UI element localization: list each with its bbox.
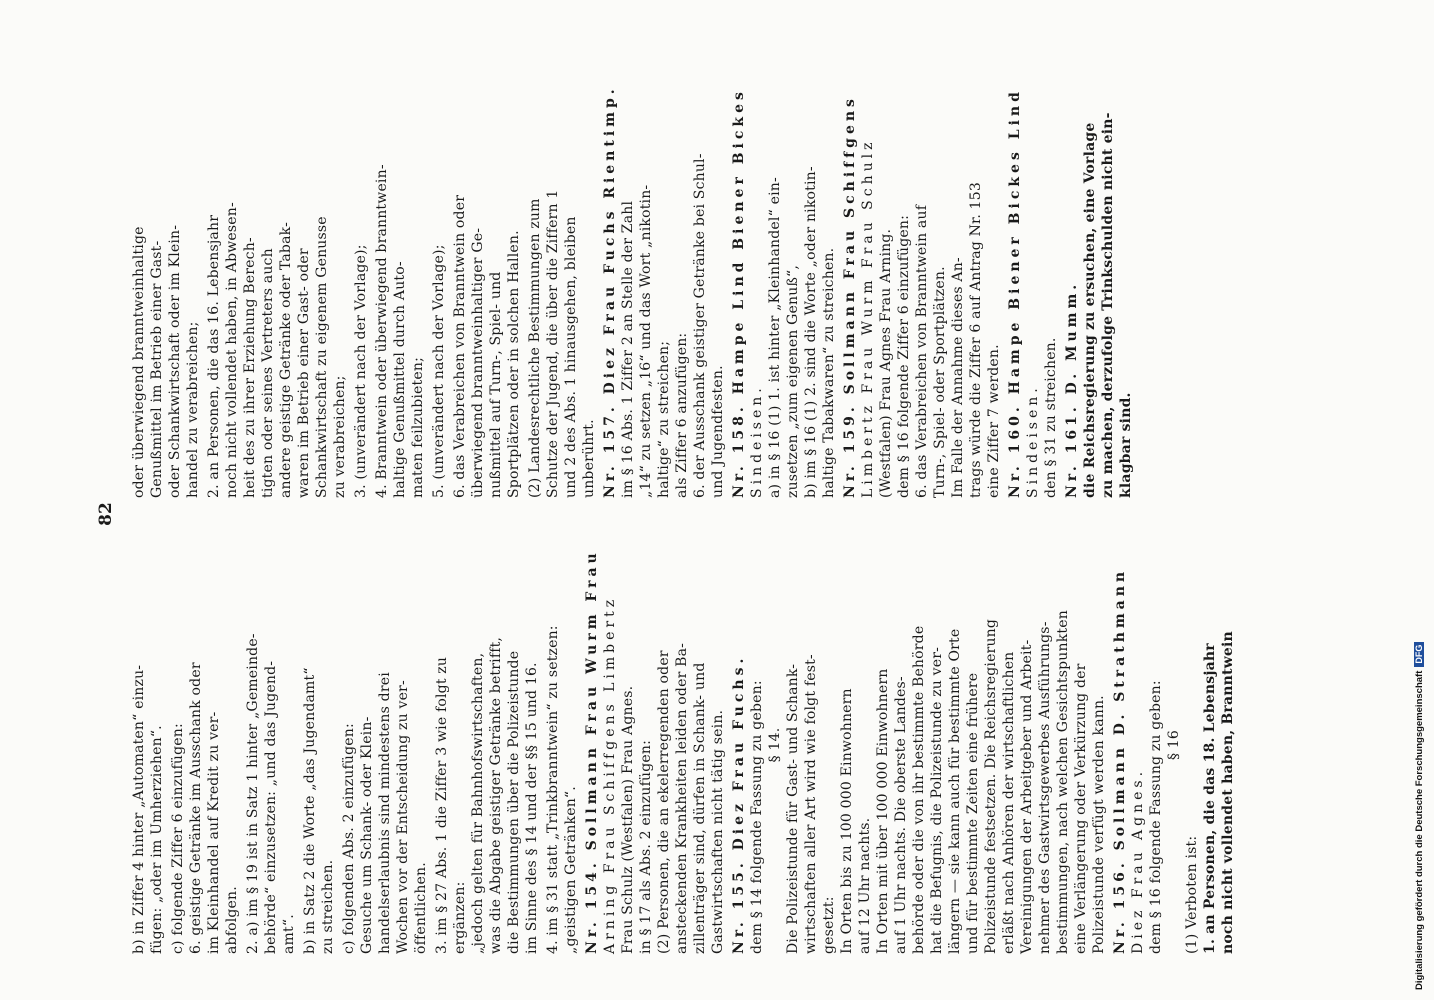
motion-157 [601,80,727,498]
text-line: behörde oder die von ihr bestimmte Behörde [911,625,927,954]
text-line: haltige Tabakwaren“ zu streichen. [821,247,837,498]
text-line: 3. (unverändert nach der Vorlage); [353,244,369,498]
text-line: Gesuche um Schank- oder Klein- [359,716,375,954]
text-line: Im Falle der Annahme dieses An- [950,257,966,498]
text-line: 3. im § 27 Abs. 1 die Ziffer 3 wie folgt zu [434,656,450,954]
text-line: 2. a) im § 19 ist in Satz 1 hinter „Gemeinde- [245,633,261,954]
text-block [340,536,430,954]
text-line: (2) Personen, die an ekelerregenden oder [656,650,672,954]
text-line: unberührt. [581,419,597,498]
motion-156 [1111,536,1237,954]
text-line: abfolgen. [224,886,240,954]
text-line: Frau Schulz (Westfalen) Frau Agnes. [620,685,636,954]
text-line: (2) Landesrechtliche Bestimmungen zum [527,198,543,498]
text-line: b) in Ziffer 4 hinter „Automaten“ einzu- [131,664,147,954]
text-line: Die Polizeistunde für Gast- und Schank- [785,663,801,954]
text-line: haltige Genußmittel durch Auto- [392,261,408,498]
text-line: erläßt nach Anhören der wirtschaftlichen [1001,651,1017,954]
text-line: 6. das Verabreichen von Branntwein oder [452,194,468,498]
motion-heading: Nr. 161. D. Mumm. [1064,280,1080,498]
text-block [526,80,598,498]
text-line: die Bestimmungen über die Polizeistunde [506,650,522,954]
text-line: Vereinigungen der Arbeitgeber und Arbeit- [1019,639,1035,954]
motion-159 [841,80,1003,498]
text-line: Schankwirtschaft zu eigenem Genusse [314,216,330,498]
motion-154 [583,536,727,954]
text-line: im Sinne des § 14 und der §§ 15 und 16. [524,662,540,954]
motion-heading: Nr. 155. Diez Frau Fuchs. [731,654,747,954]
text-line: b) in Satz 2 die Worte „das Jugendamt“ [302,667,318,954]
text-line: eine Verlängerung oder Verkürzung der [1073,663,1089,954]
text-line: 6. das Verabreichen von Branntwein auf [914,204,930,498]
text-line: 1. an Personen, die das 18. Lebensjahr [1202,643,1218,954]
text-line: amt“. [281,914,297,954]
text-line: Sindeisen. [1025,384,1041,498]
text-line: Diez Frau Agnes. [1130,767,1146,954]
text-block [544,536,580,954]
text-line: heit des zu ihrer Erziehung Berech- [242,237,258,498]
text-line: zu machen, derzufolge Trinkschulden nicht ein- [1100,112,1116,498]
motion-heading: Nr. 157. Diez Frau Fuchs Rientimp. [602,85,618,498]
text-line: § 16 [1166,729,1182,761]
text-line: 6. der Ausschank geistiger Getränke bei Schul- [692,153,708,498]
text-line: den § 31 zu streichen. [1043,337,1059,498]
text-line: (1) Verboten ist: [1184,835,1200,954]
text-line: was die Abgabe geistiger Getränke betrifft, [488,636,504,954]
text-line: Polizeistunde festsetzen. Die Reichsregierung [983,618,999,954]
text-line: § 14. [767,727,783,763]
text-line: in § 17 als Abs. 2 einzufügen: [638,740,654,954]
text-line: oder Schankwirtschaft oder im Klein- [167,224,183,498]
text-block [130,80,202,498]
text-line: c) folgende Ziffer 6 einzufügen: [170,723,186,954]
text-line: öffentlichen. [413,862,429,954]
motion-158 [730,80,838,498]
motion-heading: Nr. 159. Sollmann Frau Schiffgens [842,95,858,498]
text-line: 5. (unverändert nach der Vorlage); [431,244,447,498]
text-line: auf 12 Uhr nachts. [857,817,873,954]
text-line: tigten oder seines Vertreters auch [260,248,276,498]
text-line: Polizeistunde verfügt werden kann. [1091,695,1107,954]
motion-155 [730,536,1108,954]
motion-160 [1006,80,1060,498]
text-line: auf 1 Uhr nachts. Die oberste Landes- [893,676,909,954]
dfg-logo: DFG [1414,642,1424,667]
text-line: waren im Betrieb einer Gast- oder [296,248,312,498]
motion-heading: Nr. 154. Sollmann Frau Wurm Frau [584,549,600,954]
text-line: 4. Branntwein oder überwiegend branntwein- [374,164,390,498]
text-line: die Reichsregierung zu ersuchen, eine Vorlage [1082,122,1098,498]
text-line: Sportplätzen oder in solchen Hallen. [506,230,522,498]
text-block [451,80,523,498]
text-line: hat die Befugnis, die Polizeistunde zu ver- [929,646,945,954]
text-line: gesetzt: [821,896,837,954]
motion-heading: Nr. 160. Hampe Biener Bickes Lind [1007,88,1023,498]
right-column [130,80,1138,498]
text-line: klagbar sind. [1118,392,1134,498]
text-block [169,536,241,954]
text-line: Gastwirtschaften nicht tätig sein. [710,709,726,954]
text-line: überwiegend branntweinhaltiger Ge- [470,227,486,498]
text-line: noch nicht vollendet haben, Branntwein [1220,631,1236,954]
text-line: „geistigen Getränken“. [563,786,579,954]
text-line: trags würde die Ziffer 6 auf Antrag Nr. 153 [968,181,984,498]
text-line: eine Ziffer 7 werden. [986,344,1002,498]
text-line: im § 16 Abs. 1 Ziffer 2 an Stelle der Zahl [620,200,636,498]
text-line: haltige“ zu streichen; [656,340,672,498]
text-line: und für bestimmte Zeiten eine frühere [965,672,981,954]
text-line: Turn-, Spiel- oder Sportplätzen. [932,266,948,498]
rotated-page [90,74,1320,954]
text-block [244,536,298,954]
text-line: (Westfalen) Frau Agnes Frau Arning. [878,228,894,498]
digitization-credit [1414,0,1425,990]
text-line: andere geistige Getränke oder Tabak- [278,221,294,498]
motion-heading: Nr. 158. Hampe Lind Biener Bickes [731,88,747,498]
motion-heading: Nr. 156. Sollmann D. Strathmann [1112,567,1128,954]
text-line: nußmittel auf Turn-, Spiel- und [488,271,504,498]
motion-161 [1063,80,1135,498]
text-block [352,80,370,498]
text-line: Arning Frau Schiffgens Limbertz [602,595,618,954]
text-line: b) im § 16 (1) 2. sind die Worte „oder nikotin- [803,166,819,498]
text-line: c) folgenden Abs. 2 einzufügen: [341,723,357,954]
text-line: ansteckenden Krankheiten leiden oder Ba- [674,642,690,954]
text-line: handel zu verabreichen; [185,321,201,498]
credit-text: Digitalisierung gefördert durch die Deutsche Forschungsgemeinschaft [1414,670,1425,990]
text-line: zusetzen „zum eigenen Genuß“, [785,264,801,498]
text-line: handelserlaubnis sind mindestens drei [377,672,393,954]
text-block [430,80,448,498]
text-line: a) in § 16 (1) 1. ist hinter „Kleinhandel“ ein- [767,177,783,498]
text-block [373,80,427,498]
text-line: bestimmungen, nach welchen Gesichtspunkten [1055,610,1071,954]
text-line: oder überwiegend branntweinhaltige [131,226,147,498]
text-line: zu streichen. [320,859,336,954]
text-line: dem § 16 folgende Fassung zu geben: [1148,680,1164,954]
text-line: wirtschaften aller Art wird wie folgt fest- [803,654,819,954]
text-line: fügen: „oder im Umherziehen“. [149,725,165,954]
text-block [205,80,349,498]
text-line: Schutze der Jugend, die über die Ziffern 1 [545,189,561,498]
text-line: noch nicht vollendet haben, in Abwesen- [224,202,240,498]
text-line: In Orten mit über 100 000 Einwohnern [875,668,891,954]
text-line: zillenträger sind, dürfen in Schank- und [692,662,708,954]
text-block [433,536,541,954]
text-line: ergänzen: [452,881,468,954]
text-line: und 2 des Abs. 1 hinausgehen, bleiben [563,216,579,498]
text-line: Sindeisen. [749,384,765,498]
text-line: 2. an Personen, die das 16. Lebensjahr [206,214,222,498]
text-line: „14“ zu setzen „16“ und das Wort „nikotin- [638,184,654,498]
text-line: Genußmittel im Betrieb einer Gast- [149,240,165,498]
text-line: Limbertz Frau Wurm Frau Schulz [860,138,876,498]
text-line: nehmer des Gastwirtsgewerbes Ausführungs- [1037,621,1053,954]
text-line: 4. im § 31 statt „Trinkbranntwein“ zu setzen: [545,625,561,954]
text-line: dem § 16 folgende Ziffer 6 einzufügen: [896,214,912,498]
left-column [130,536,1240,954]
text-line: In Orten bis zu 100 000 Einwohnern [839,688,855,954]
text-line: im Kleinhandel auf Kredit zu ver- [206,711,222,954]
text-line: und Jugendfesten. [710,365,726,498]
text-line: dem § 14 folgende Fassung zu geben: [749,680,765,954]
text-line: maten feilzubieten; [410,357,426,498]
text-line: Wochen vor der Entscheidung zu ver- [395,680,411,954]
text-block [130,536,166,954]
text-line: längern — sie kann auch für bestimmte Orte [947,628,963,954]
text-block [301,536,337,954]
text-line: als Ziffer 6 anzufügen: [674,332,690,498]
page-number: 82 [96,502,116,526]
text-line: „jedoch gelten für Bahnhofswirtschaften, [470,652,486,954]
text-line: behörde“ einzusetzen: „und das Jugend- [263,660,279,954]
text-line: zu verabreichen; [332,375,348,498]
text-line: 6. geistige Getränke im Ausschank oder [188,662,204,954]
